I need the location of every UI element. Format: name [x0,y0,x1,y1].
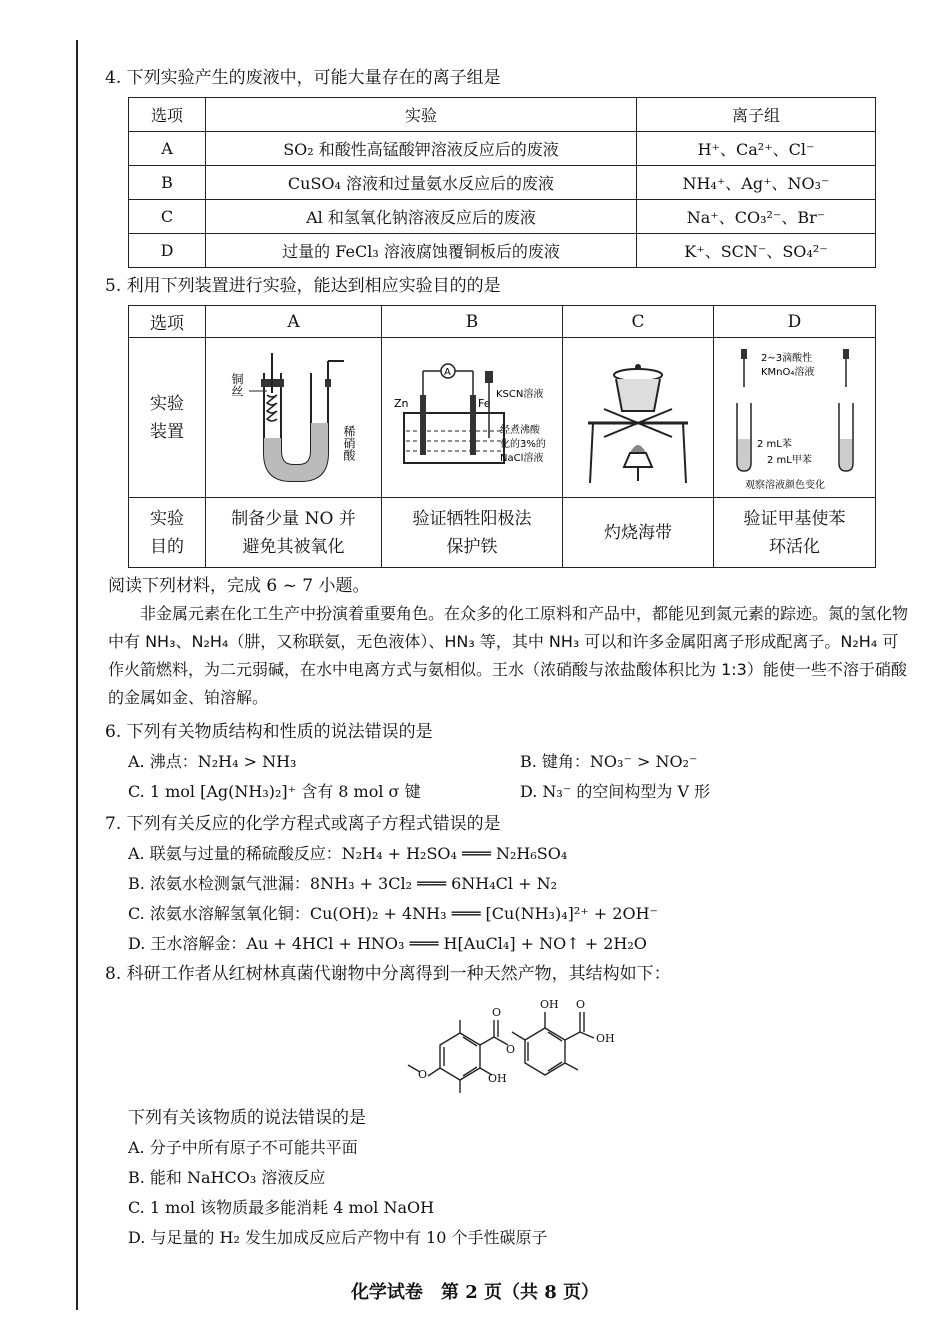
struct-o-ester: O [492,1006,502,1019]
q5-col-c: C [563,306,714,338]
label-kmno4-2: KMnO₄溶液 [760,366,814,378]
q7-option-a: A. 联氨与过量的稀硫酸反应：N₂H₄ + H₂SO₄ ═══ N₂H₆SO₄ [128,844,568,863]
q8-option-b: B. 能和 NaHCO₃ 溶液反应 [128,1168,326,1187]
q5-col-d: D [714,306,876,338]
q4-row-ions: K⁺、SCN⁻、SO₄²⁻ [637,234,876,268]
struct-o-methoxy: O [418,1068,428,1081]
q8-stem: 8. 科研工作者从红树林真菌代谢物中分离得到一种天然产物，其结构如下： [105,964,671,984]
q4-header-option: 选项 [129,98,206,132]
q4-row-experiment: Al 和氢氧化钠溶液反应后的废液 [206,200,637,234]
label-kscn: KSCN溶液 [496,388,544,400]
q4-row-ions: NH₄⁺、Ag⁺、NO₃⁻ [637,166,876,200]
q7-option-b: B. 浓氨水检测氯气泄漏：8NH₃ + 3Cl₂ ═══ 6NH₄Cl + N₂ [128,874,557,893]
page-footer: 化学试卷 第 2 页（共 8 页） [350,1282,600,1303]
struct-o-bridge: O [506,1043,516,1056]
struct-oh-bottom: OH [488,1072,507,1085]
q8-option-d: D. 与足量的 H₂ 发生加成反应后产物中有 10 个手性碳原子 [128,1228,548,1247]
q6-option-d: D. N₃⁻ 的空间构型为 V 形 [520,782,711,801]
test-tubes-diagram [715,343,875,493]
apparatus-a [206,338,382,498]
u-tube-diagram [209,343,379,493]
q4-row-experiment: CuSO₄ 溶液和过量氨水反应后的废液 [206,166,637,200]
q5-stem: 5. 利用下列装置进行实验，能达到相应实验目的的是 [105,276,501,296]
label-toluene: 2 mL甲苯 [766,454,812,466]
table-row [129,200,876,234]
q4-header-experiment: 实验 [206,98,637,132]
q8-option-a: A. 分子中所有原子不可能共平面 [128,1138,358,1157]
q4-row-experiment: 过量的 FeCl₃ 溶液腐蚀覆铜板后的废液 [206,234,637,268]
q5-col-b: B [382,306,563,338]
label-dilute-nitric-acid: 稀硝酸 [341,424,356,461]
struct-o-top: O [576,998,586,1011]
q5-purpose-c: 灼烧海带 [563,498,714,568]
q5-header-option: 选项 [129,306,206,338]
q4-row-option: C [129,200,206,234]
table-row [129,234,876,268]
q4-row-option: B [129,166,206,200]
label-copper-wire: 铜丝 [229,372,244,397]
q5-row-purpose-label: 实验 目的 [129,498,206,568]
q4-header-ions: 离子组 [637,98,876,132]
q4-row-experiment: SO₂ 和酸性高锰酸钾溶液反应后的废液 [206,132,637,166]
label-nacl-1: 经煮沸酸 [500,424,540,436]
q8-sub-stem: 下列有关该物质的说法错误的是 [128,1108,366,1128]
q8-option-c: C. 1 mol 该物质最多能消耗 4 mol NaOH [128,1198,435,1217]
q4-row-option: A [129,132,206,166]
label-nacl-3: NaCl溶液 [500,452,544,464]
apparatus-b [382,338,563,498]
q4-stem: 4. 下列实验产生的废液中，可能大量存在的离子组是 [105,68,501,88]
q5-table [128,305,876,568]
label-fe: Fe [478,396,491,410]
label-kmno4-1: 2~3滴酸性 [760,352,812,364]
q6-option-b: B. 键角：NO₃⁻ > NO₂⁻ [520,752,698,771]
label-observe: 观察溶液颜色变化 [744,479,825,491]
label-nacl-2: 化的3%的 [500,438,546,450]
q7-stem: 7. 下列有关反应的化学方程式或离子方程式错误的是 [105,814,501,834]
apparatus-d [714,338,876,498]
q6-option-c: C. 1 mol [Ag(NH₃)₂]⁺ 含有 8 mol σ 键 [128,782,421,801]
q6-stem: 6. 下列有关物质结构和性质的说法错误的是 [105,722,433,742]
apparatus-c [563,338,714,498]
margin-line [76,40,78,1310]
q5-purpose-a: 制备少量 NO 并 避免其被氧化 [206,498,382,568]
q7-option-d: D. 王水溶解金：Au + 4HCl + HNO₃ ═══ H[AuCl₄] + NO↑ + 2H₂O [128,934,647,953]
reading-passage [108,600,908,712]
q4-row-ions: H⁺、Ca²⁺、Cl⁻ [637,132,876,166]
reading-text: 非金属元素在化工生产中扮演着重要角色。在众多的化工原料和产品中，都能见到氮元素的踪迹。氮的氢化物中有 NH₃、N₂H₄（肼，又称联氨，无色液体）、HN₃ 等，其中 NH₃ 可以和许多金属阳离子形成配离子。N₂H₄ 可作火箭燃料，为二元弱碱，在水中电离方式与氨相似。王水（浓硝酸与浓盐酸体积比为 1:3）能使一些不溶于硝酸的金属如金、铂溶解。 [108,604,909,707]
q6-option-a: A. 沸点：N₂H₄ > NH₃ [128,752,297,771]
galvanic-cell-diagram [384,343,560,493]
table-row [129,132,876,166]
struct-oh-top: OH [540,998,559,1011]
molecule-structure [400,990,630,1100]
q4-row-option: D [129,234,206,268]
label-zn: Zn [394,396,409,410]
q4-table [128,97,876,268]
crucible-diagram [568,343,708,493]
ammeter-label: A [444,366,451,378]
q7-option-c: C. 浓氨水溶解氢氧化铜：Cu(OH)₂ + 4NH₃ ═══ [Cu(NH₃)₄]²⁺ + 2OH⁻ [128,904,658,923]
struct-oh-acid: OH [596,1032,615,1045]
reading-intro: 阅读下列材料，完成 6 ~ 7 小题。 [108,576,370,596]
q5-purpose-b: 验证牺牲阳极法 保护铁 [382,498,563,568]
label-benzene: 2 mL苯 [756,438,792,450]
table-row [129,166,876,200]
q5-row-device-label: 实验 装置 [129,338,206,498]
q5-col-a: A [206,306,382,338]
q5-purpose-d: 验证甲基使苯 环活化 [714,498,876,568]
q4-row-ions: Na⁺、CO₃²⁻、Br⁻ [637,200,876,234]
